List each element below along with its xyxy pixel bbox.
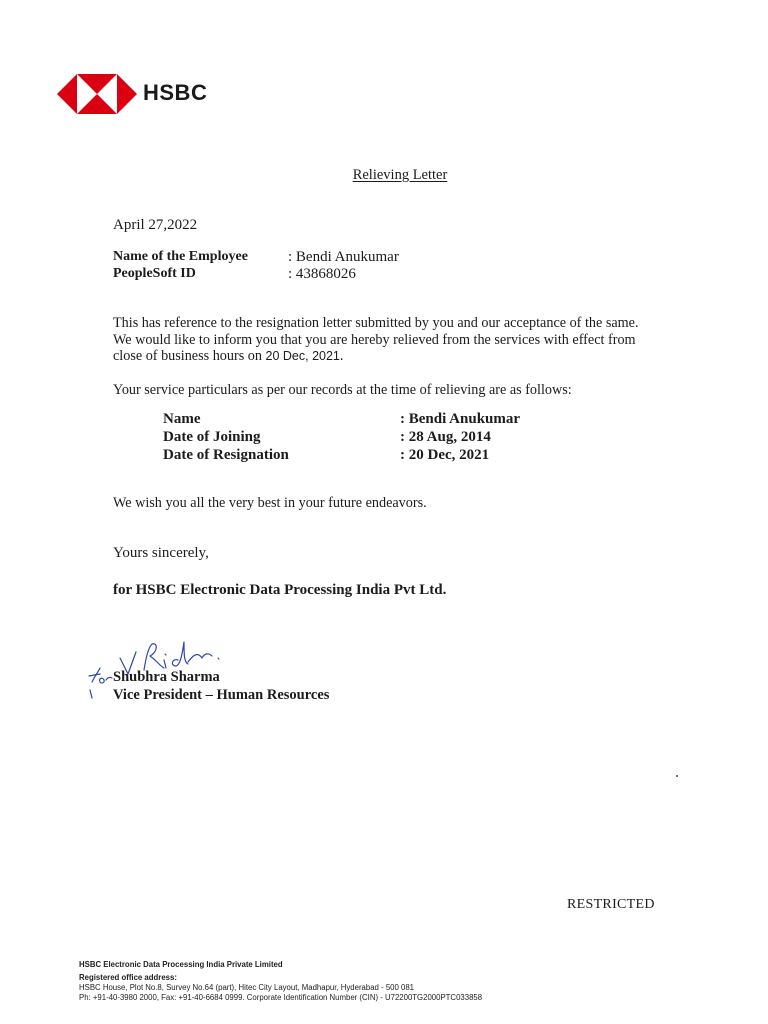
- letter-title: Relieving Letter: [352, 167, 448, 183]
- closing-text: Yours sincerely,: [113, 545, 209, 561]
- particular-joining-label: Date of Joining: [163, 429, 261, 445]
- hsbc-hexagon-icon: [57, 74, 137, 114]
- employee-name-value: : Bendi Anukumar: [288, 249, 399, 265]
- footer-company: HSBC Electronic Data Processing India Private Limited: [79, 960, 283, 969]
- relief-prefix: close of business hours on: [113, 348, 266, 364]
- logo-wordmark: HSBC: [143, 80, 208, 105]
- scan-speck: [676, 775, 678, 777]
- reference-paragraph: [113, 315, 689, 365]
- reference-line-1: This has reference to the resignation letter submitted by you and our acceptance of the same.: [113, 315, 639, 331]
- peoplesoft-id-label: PeopleSoft ID: [113, 266, 196, 281]
- particular-name-label: Name: [163, 411, 201, 427]
- employee-name-label: Name of the Employee: [113, 249, 248, 264]
- footer-address: HSBC House, Plot No.8, Survey No.64 (part), Hitec City Layout, Madhapur, Hyderabad - 500 081: [79, 983, 414, 992]
- signer-name: Shubhra Sharma: [113, 669, 220, 685]
- footer-contact: Ph: +91-40-3980 2000, Fax: +91-40-6684 0999. Corporate Identification Number (CIN) - U72200TG2000PTC033858: [79, 993, 483, 1002]
- reference-line-2: We would like to inform you that you are hereby relieved from the services with effect from: [113, 331, 636, 348]
- reference-line-3: [113, 348, 689, 365]
- company-signoff: for HSBC Electronic Data Processing India Pvt Ltd.: [113, 582, 447, 598]
- particular-name-value: : Bendi Anukumar: [400, 411, 521, 427]
- relief-date: 20 Dec, 2021: [265, 349, 340, 363]
- relief-suffix: .: [339, 348, 344, 364]
- hsbc-logo: [57, 74, 217, 114]
- particular-resignation-label: Date of Resignation: [163, 447, 289, 463]
- wish-text: We wish you all the very best in your future endeavors.: [113, 495, 427, 511]
- classification-label: RESTRICTED: [567, 897, 655, 912]
- letter-date: April 27,2022: [113, 217, 198, 233]
- signer-title: Vice President – Human Resources: [113, 687, 330, 703]
- particular-resignation-value: : 20 Dec, 2021: [400, 447, 490, 463]
- peoplesoft-id-value: : 43868026: [288, 266, 356, 282]
- footer-registered-label: Registered office address:: [79, 973, 177, 982]
- particular-joining-value: : 28 Aug, 2014: [400, 429, 491, 445]
- service-particulars-intro: Your service particulars as per our records at the time of relieving are as follows:: [113, 382, 572, 398]
